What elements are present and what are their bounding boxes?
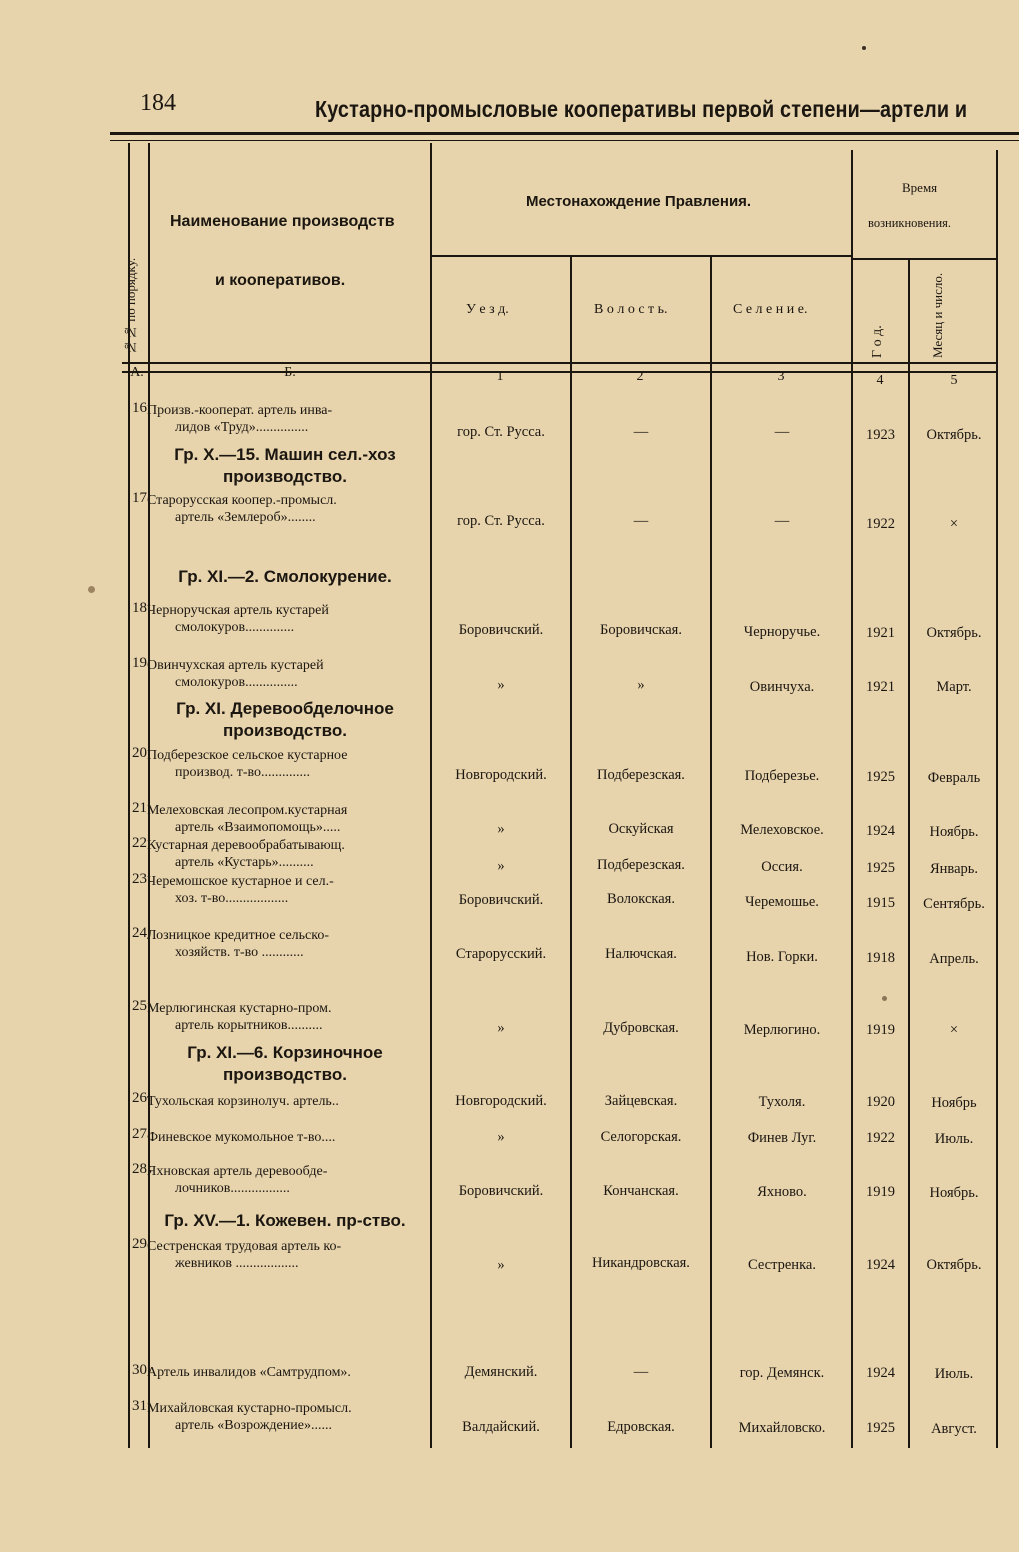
cell-selenie: Михайловско. (738, 1420, 826, 1436)
row-name-line1: Сестренская трудовая артель ко- (147, 1239, 342, 1254)
row-number: 31 (132, 1398, 147, 1414)
cell-selenie: Сестренка. (748, 1257, 816, 1273)
row-name-line1: Овинчухская артель кустарей (147, 658, 324, 673)
row-number: 21 (132, 800, 147, 816)
row-name (147, 747, 419, 781)
cell-month: Сентябрь. (923, 896, 985, 912)
cell-volost: Подберезская. (597, 767, 685, 783)
cell-selenie: Мелеховское. (740, 822, 824, 838)
col-header-location: Местонахождение Правления. (526, 193, 752, 210)
col-number: 5 (950, 373, 958, 388)
row-name-line2: артель «Кустарь».......... (175, 855, 314, 870)
row-name-line2: артель корытников.......... (175, 1018, 323, 1033)
cell-month: Март. (936, 679, 972, 695)
group-heading: Гр. X.—15. Машин сел.-хоз производство. (174, 445, 396, 486)
cell-uezd: » (497, 677, 505, 693)
cell-volost: Кончанская. (603, 1183, 679, 1199)
row-number: 20 (132, 745, 147, 761)
col-divider (430, 143, 432, 1448)
cell-uezd: » (497, 858, 505, 874)
row-name (147, 1238, 419, 1272)
cell-selenie: — (774, 513, 790, 529)
page-number: 184 (140, 90, 176, 116)
cell-selenie: Подберезье. (744, 768, 820, 784)
row-name (147, 1129, 419, 1146)
row-name-line2: артель «Взаимопомощь»..... (175, 820, 341, 835)
row-number: 18 (132, 600, 147, 616)
cell-uezd: » (497, 1020, 505, 1036)
row-name-line1: Финевское мукомольное т-во.... (147, 1130, 336, 1145)
row-number: 26 (132, 1090, 147, 1106)
row-name-line1: Яхновская артель деревообде- (147, 1164, 328, 1179)
cell-uezd: гор. Ст. Русса. (457, 513, 545, 529)
cell-year: 1915 (866, 895, 895, 911)
cell-year: 1924 (866, 1257, 895, 1273)
header-rule (110, 132, 1019, 135)
paper-speck (862, 46, 866, 50)
cell-uezd: Боровичский. (458, 892, 544, 908)
cell-month: Ноябрь. (929, 1185, 979, 1201)
row-name (147, 492, 419, 526)
group-heading: Гр. XI. Деревообделочное производство. (176, 699, 394, 740)
cell-volost: Подберезская. (597, 857, 685, 873)
row-name (147, 1400, 419, 1434)
row-number: 19 (132, 655, 147, 671)
cell-volost: » (637, 677, 645, 693)
cell-month: × (949, 516, 959, 532)
cell-month: × (949, 1022, 959, 1038)
row-name-line2: смолокуров............... (175, 675, 298, 690)
row-name-line1: Тухольская корзинолуч. артель.. (147, 1094, 339, 1109)
cell-uezd: Старорусский. (455, 946, 547, 962)
cell-year: 1918 (866, 950, 895, 966)
col-header-time-2: возникновения. (868, 216, 952, 230)
col-number: 4 (876, 373, 884, 388)
cell-selenie: Мерлюгино. (743, 1022, 821, 1038)
cell-selenie: Тухоля. (758, 1094, 806, 1110)
cell-uezd: гор. Ст. Русса. (457, 424, 545, 440)
row-name (147, 837, 419, 871)
col-number: Б. (284, 365, 296, 380)
cell-volost: Оскуйская (608, 821, 674, 837)
group-heading: Гр. XI.—6. Корзиночное производство. (187, 1043, 383, 1084)
cell-month: Октябрь. (926, 1257, 982, 1273)
row-name-line2: производ. т-во.............. (175, 765, 311, 780)
col-header-mesyac: Месяц и число. (930, 272, 945, 358)
cell-month: Август. (931, 1421, 977, 1437)
row-name (147, 602, 419, 636)
row-name-line1: Кустарная деревообрабатывающ. (147, 838, 345, 853)
row-name-line2: лочников................. (175, 1181, 290, 1196)
cell-year: 1920 (866, 1094, 895, 1110)
row-number: 23 (132, 871, 147, 887)
cell-volost: Едровская. (607, 1419, 675, 1435)
row-name (147, 1364, 419, 1381)
cell-year: 1921 (866, 625, 895, 641)
cell-selenie: Черемошье. (745, 894, 819, 910)
cell-selenie: — (774, 424, 790, 440)
paper-speck (882, 996, 887, 1001)
cell-selenie: Нов. Горки. (746, 949, 818, 965)
header-rule-thin (110, 140, 1019, 141)
cell-year: 1924 (866, 1365, 895, 1381)
row-name-line1: Черемошское кустарное и сел.- (147, 874, 334, 889)
cell-uezd: Демянский. (464, 1364, 538, 1380)
row-name (147, 802, 419, 836)
cell-year: 1919 (866, 1022, 895, 1038)
cell-volost: Налючская. (605, 946, 677, 962)
col-header-number: №№ по порядку. (123, 257, 138, 355)
row-number: 16 (132, 400, 147, 416)
cell-uezd: » (497, 1129, 505, 1145)
header-subrule (853, 258, 996, 260)
cell-year: 1925 (866, 769, 895, 785)
row-name-line2: жевников .................. (175, 1256, 299, 1271)
col-divider (996, 150, 998, 1448)
col-header-god: Г о д. (870, 325, 885, 358)
group-heading: Гр. XI.—2. Смолокурение. (178, 567, 392, 586)
colnum-rule (122, 371, 996, 373)
col-number: А. (130, 365, 144, 380)
row-name-line2: артель «Землероб»........ (175, 510, 316, 525)
row-number: 24 (132, 925, 147, 941)
cell-month: Февраль (927, 770, 981, 786)
cell-year: 1923 (866, 427, 895, 443)
cell-year: 1925 (866, 1420, 895, 1436)
col-header-selenie: С е л е н и е. (733, 302, 808, 317)
cell-month: Ноябрь (931, 1095, 977, 1111)
row-name-line2: хоз. т-во.................. (175, 891, 289, 906)
cell-uezd: » (497, 1257, 505, 1273)
row-name-line1: Мерлюгинская кустарно-пром. (147, 1001, 332, 1016)
row-name-line1: Лозницкое кредитное сельско- (147, 928, 330, 943)
row-name-line1: Подберезское сельское кустарное (147, 748, 348, 763)
cell-uezd: Новгородский. (455, 767, 547, 783)
col-number: 2 (636, 369, 644, 384)
cell-month: Июль. (934, 1131, 974, 1147)
cell-year: 1919 (866, 1184, 895, 1200)
row-number: 17 (132, 490, 147, 506)
col-divider (851, 150, 853, 1448)
row-number: 25 (132, 998, 147, 1014)
row-name-line2: смолокуров.............. (175, 620, 295, 635)
paper-speck (88, 586, 95, 593)
col-header-name-2: и кооперативов. (215, 272, 346, 289)
cell-selenie: Овинчуха. (749, 679, 815, 695)
cell-uezd: Боровичский. (458, 1183, 544, 1199)
cell-volost: Боровичская. (600, 622, 682, 638)
row-name-line2: артель «Возрождение»...... (175, 1418, 332, 1433)
cell-selenie: гор. Демянск. (739, 1365, 825, 1381)
cell-volost: Зайцевская. (604, 1093, 678, 1109)
row-name-line1: Старорусская коопер.-промысл. (147, 493, 337, 508)
cell-volost: Никандровская. (592, 1255, 690, 1271)
row-name (147, 1163, 419, 1197)
cell-selenie: Черноручье. (743, 624, 821, 640)
cell-selenie: Яхново. (757, 1184, 807, 1200)
cell-year: 1922 (866, 516, 895, 532)
cell-month: Октябрь. (926, 625, 982, 641)
cell-volost: Волокская. (607, 891, 675, 907)
row-name (147, 927, 419, 961)
row-name (147, 873, 419, 907)
cell-volost: — (633, 1364, 649, 1380)
cell-volost: — (633, 424, 649, 440)
cell-selenie: Финев Луг. (747, 1130, 817, 1146)
row-name (147, 657, 419, 691)
row-name-line1: Артель инвалидов «Самтрудпом». (147, 1365, 351, 1380)
row-name (147, 1093, 419, 1110)
row-number: 28 (132, 1161, 147, 1177)
row-name (147, 402, 419, 436)
cell-uezd: Новгородский. (455, 1093, 547, 1109)
cell-uezd: Валдайский. (462, 1419, 540, 1435)
col-header-name: Наименование производств (170, 213, 395, 230)
cell-month: Октябрь. (926, 427, 982, 443)
header-bottom-rule (122, 362, 996, 364)
row-name-line1: Черноручская артель кустарей (147, 603, 329, 618)
row-number: 22 (132, 835, 147, 851)
col-number: 3 (777, 369, 785, 384)
cell-uezd: Боровичский. (458, 622, 544, 638)
row-name-line1: Мелеховская лесопром.кустарная (147, 803, 348, 818)
cell-month: Январь. (929, 861, 978, 877)
cell-year: 1922 (866, 1130, 895, 1146)
col-header-time: Время (902, 180, 938, 195)
header-subrule (432, 255, 852, 257)
cell-month: Апрель. (929, 951, 979, 967)
group-heading: Гр. XV.—1. Кожевен. пр-ство. (164, 1211, 406, 1230)
cell-year: 1924 (866, 823, 895, 839)
row-name-line1: Произв.-кооперат. артель инва- (147, 403, 333, 418)
cell-year: 1925 (866, 860, 895, 876)
row-name (147, 1000, 419, 1034)
cell-volost: — (633, 513, 649, 529)
col-header-uezd: У е з д. (466, 302, 509, 317)
cell-uezd: » (497, 821, 505, 837)
running-title: Кустарно-промысловые кооперативы первой степени—артели и (315, 96, 968, 122)
col-header-volost: В о л о с т ь. (594, 302, 668, 317)
row-name-line2: хозяйств. т-во ............ (175, 945, 304, 960)
cell-volost: Дубровская. (603, 1020, 679, 1036)
row-number: 29 (132, 1236, 147, 1252)
cell-volost: Селогорская. (600, 1129, 682, 1145)
row-number: 30 (132, 1362, 147, 1378)
col-number: 1 (496, 369, 504, 384)
cell-year: 1921 (866, 679, 895, 695)
cell-month: Июль. (934, 1366, 974, 1382)
cell-selenie: Оссия. (761, 859, 803, 875)
row-name-line1: Михайловская кустарно-промысл. (147, 1401, 352, 1416)
cell-month: Ноябрь. (929, 824, 979, 840)
row-number: 27 (132, 1126, 147, 1142)
row-name-line2: лидов «Труд»............... (175, 420, 309, 435)
